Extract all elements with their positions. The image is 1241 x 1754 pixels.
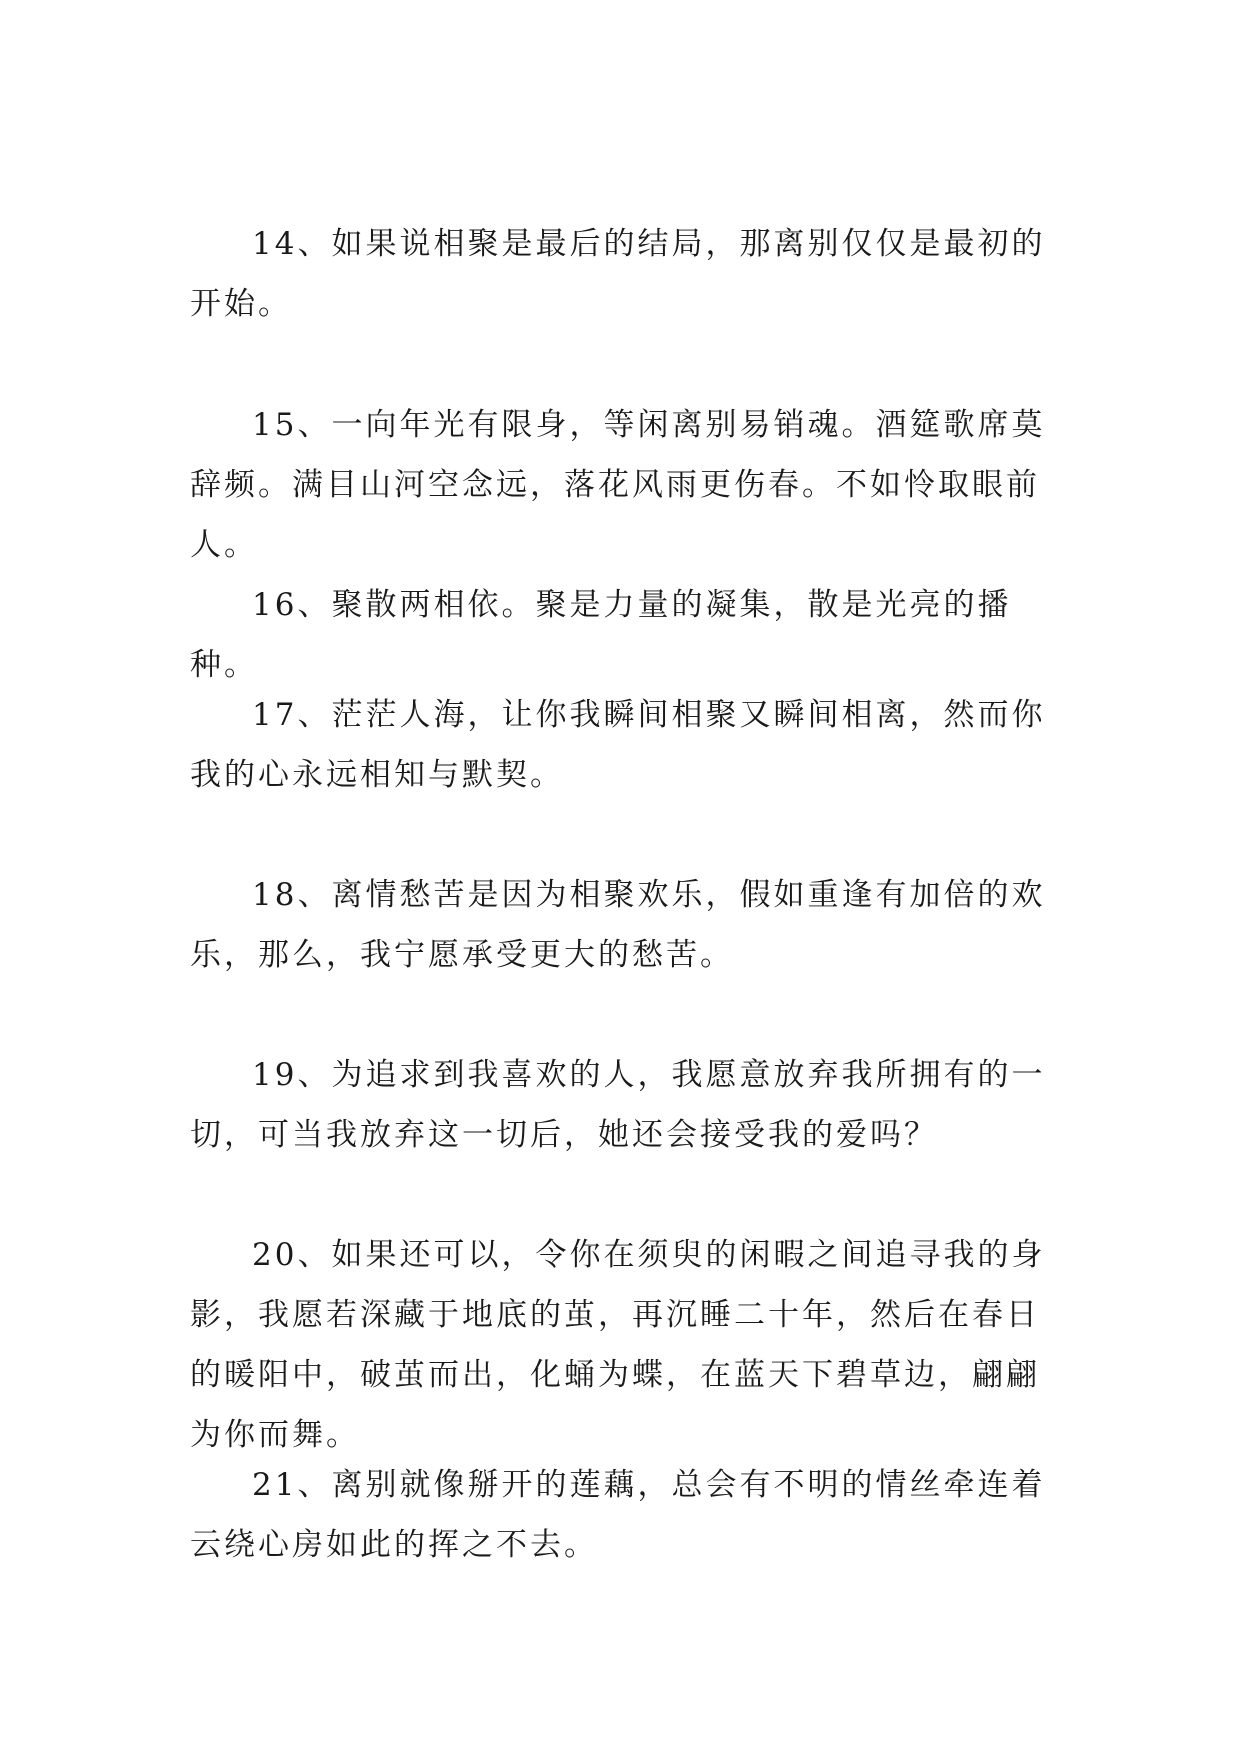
paragraph-21: 21、离别就像掰开的莲藕，总会有不明的情丝牵连着云绕心房如此的挥之不去。 [190,1467,1046,1563]
paragraph-20: 20、如果还可以，令你在须臾的闲暇之间追寻我的身影，我愿若深藏于地底的茧，再沉睡二十年，然后在春日的暖阳中，破茧而出，化蛹为蝶，在蓝天下碧草边，翩翩为你而舞。 [190,1237,1046,1453]
paragraph-16: 16、聚散两相依。聚是力量的凝集，散是光亮的播种。 [190,587,1012,683]
paragraph-19: 19、为追求到我喜欢的人，我愿意放弃我所拥有的一切，可当我放弃这一切后，她还会接受我的爱吗？ [190,1057,1046,1153]
paragraph-14: 14、如果说相聚是最后的结局，那离别仅仅是最初的开始。 [190,226,1046,322]
paragraph-18: 18、离情愁苦是因为相聚欢乐，假如重逢有加倍的欢乐，那么，我宁愿承受更大的愁苦。 [190,877,1046,973]
paragraph-15: 15、一向年光有限身，等闲离别易销魂。酒筵歌席莫辞频。满目山河空念远，落花风雨更伤春。不如怜取眼前人。 [190,407,1046,563]
paragraph-17: 17、茫茫人海，让你我瞬间相聚又瞬间相离，然而你我的心永远相知与默契。 [190,697,1046,793]
